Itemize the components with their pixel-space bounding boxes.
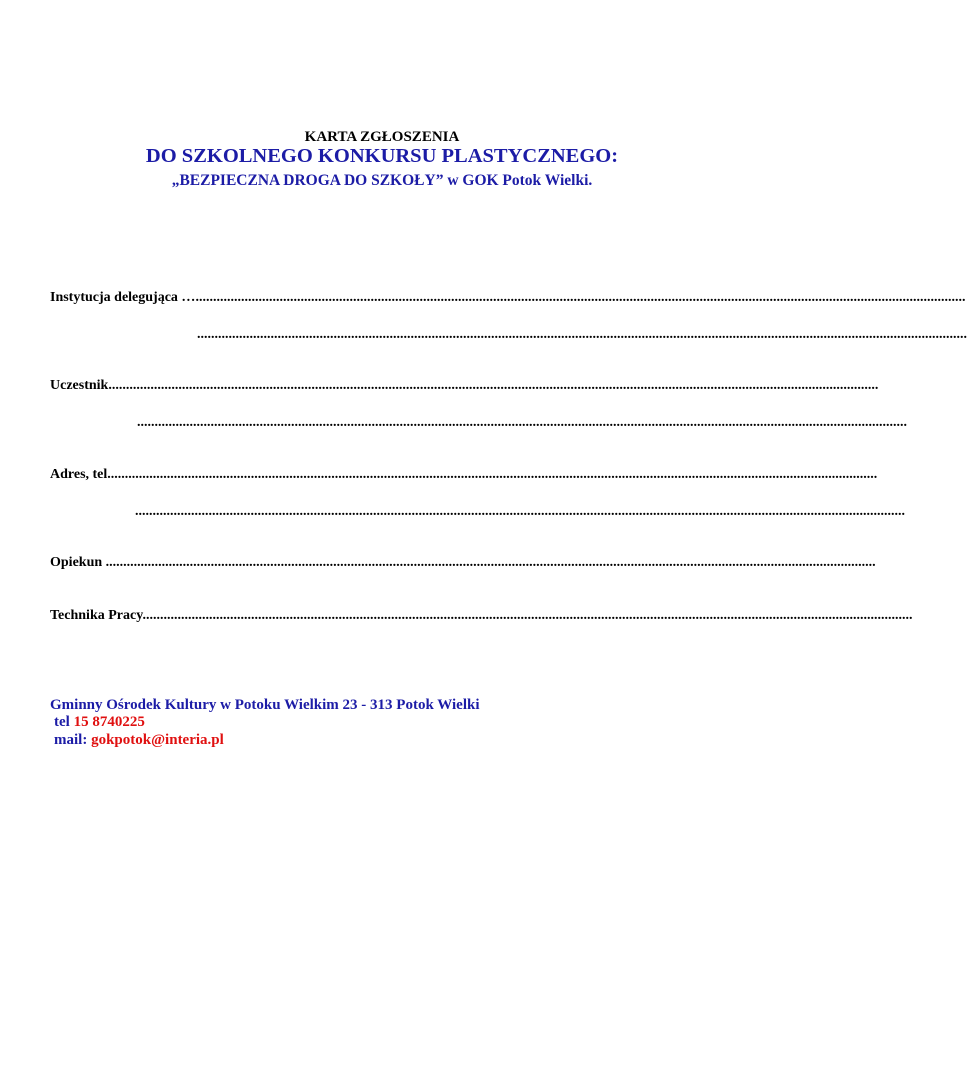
participant-field: [50, 377, 879, 394]
organization-line: Gminny Ośrodek Kultury w Potoku Wielkim 23 - 313 Potok Wielki: [50, 697, 480, 713]
fill-dots: ............................................................................................................................................................................................................................: [135, 504, 905, 519]
phone-label: tel: [54, 714, 74, 730]
fill-dots: ............................................................................................................................................................................................................................: [137, 415, 907, 430]
guardian-field: [50, 554, 876, 571]
fill-dots: ............................................................................................................................................................................................................................: [195, 290, 966, 305]
contest-subtitle: „BEZPIECZNA DROGA DO SZKOŁY” w GOK Potok Wielki.: [171, 172, 593, 189]
address-field: [50, 466, 878, 483]
email-label: mail:: [54, 732, 92, 748]
participant-label: Uczestnik: [50, 378, 109, 393]
fill-dots: ............................................................................................................................................................................................................................: [105, 555, 876, 570]
address-label: Adres, tel: [50, 467, 108, 482]
institution-field: [50, 289, 966, 306]
guardian-label: Opiekun: [50, 555, 106, 570]
fill-dots: ............................................................................................................................................................................................................................: [142, 608, 913, 623]
institution-field-line2: [197, 326, 967, 343]
fill-dots: ............................................................................................................................................................................................................................: [197, 327, 967, 342]
email-line: [54, 731, 224, 749]
address-field-line2: [135, 503, 905, 520]
institution-label: Instytucja delegująca …: [50, 290, 196, 305]
contest-title: DO SZKOLNEGO KONKURSU PLASTYCZNEGO:: [145, 145, 619, 167]
form-title: KARTA ZGŁOSZENIA: [304, 129, 460, 145]
email-value: gokpotok@interia.pl: [91, 732, 224, 748]
fill-dots: ............................................................................................................................................................................................................................: [108, 378, 879, 393]
phone-line: [54, 713, 145, 731]
technique-field: [50, 607, 913, 624]
participant-field-line2: [137, 414, 907, 431]
fill-dots: ............................................................................................................................................................................................................................: [107, 467, 878, 482]
technique-label: Technika Pracy: [50, 608, 143, 623]
phone-value: 15 8740225: [73, 714, 145, 730]
